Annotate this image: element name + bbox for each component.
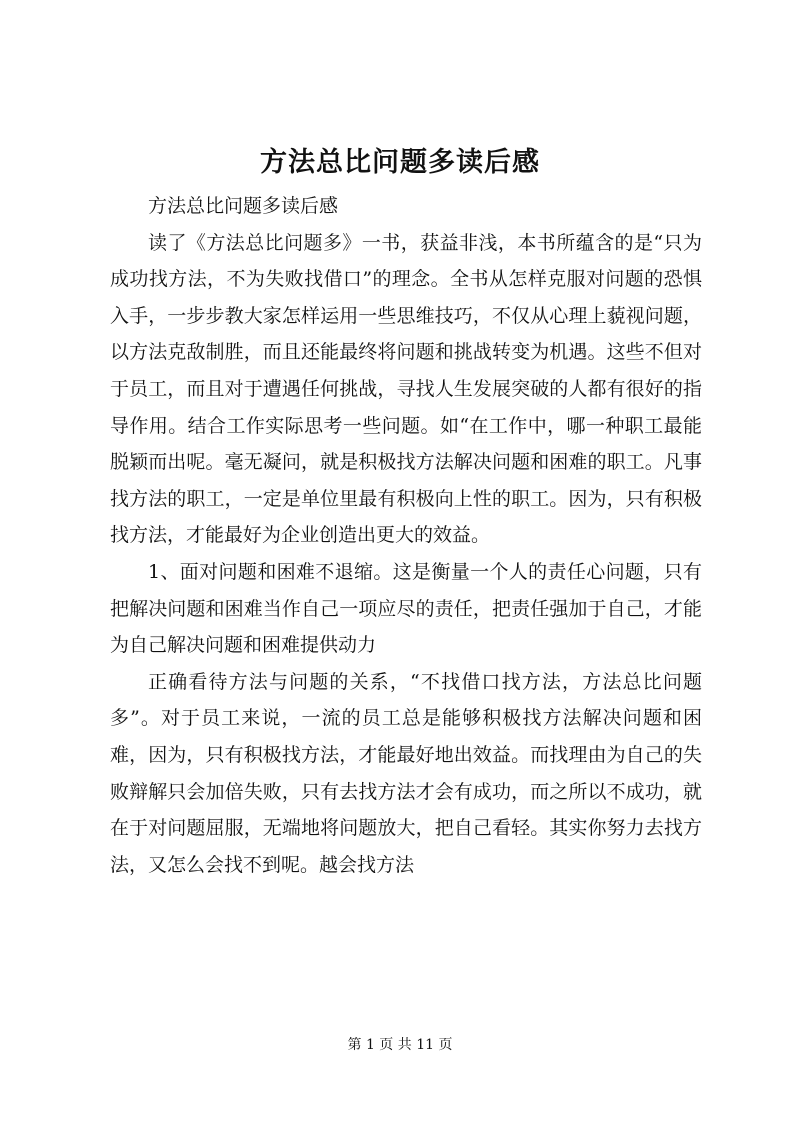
paragraph-point-1: 1、面对问题和困难不退缩。这是衡量一个人的责任心问题，只有把解决问题和困难当作自己一项应尽的责任，把责任强加于自己，才能为自己解决问题和困难提供动力 [110,560,702,657]
paragraph-intro: 读了《方法总比问题多》一书，获益非浅，本书所蕴含的是“只为成功找方法，不为失败找借口”的理念。全书从怎样克服对问题的恐惧入手，一步步教大家怎样运用一些思维技巧，不仅从心理上藐视问题，以方法克敌制胜，而且还能最终将问题和挑战转变为机遇。这些不但对于员工，而且对于遭遇任何挑战，寻找人生发展突破的人都有很好的指导作用。结合工作实际思考一些问题。如“在工作中，哪一种职工最能脱颖而出呢。毫无凝问，就是积极找方法解决问题和困难的职工。凡事找方法的职工，一定是单位里最有积极向上性的职工。因为，只有积极找方法，才能最好为企业创造出更大的效益。 [110,231,702,547]
page-number-footer: 第 1 页 共 11 页 [347,1037,453,1053]
document-body [110,188,702,883]
document-title: 方法总比问题多读后感 [260,147,540,178]
paragraph-method-relation: 正确看待方法与问题的关系，“不找借口找方法，方法总比问题多”。对于员工来说，一流的员工总是能够积极找方法解决问题和困难，因为，只有积极找方法，才能最好地出效益。而找理由为自己的失败辩解只会加倍失败，只有去找方法才会有成功，而之所以不成功，就在于对问题屈服，无端地将问题放大，把自己看轻。其实你努力去找方法，又怎么会找不到呢。越会找方法 [110,670,702,876]
paragraph-subtitle: 方法总比问题多读后感 [148,195,339,217]
